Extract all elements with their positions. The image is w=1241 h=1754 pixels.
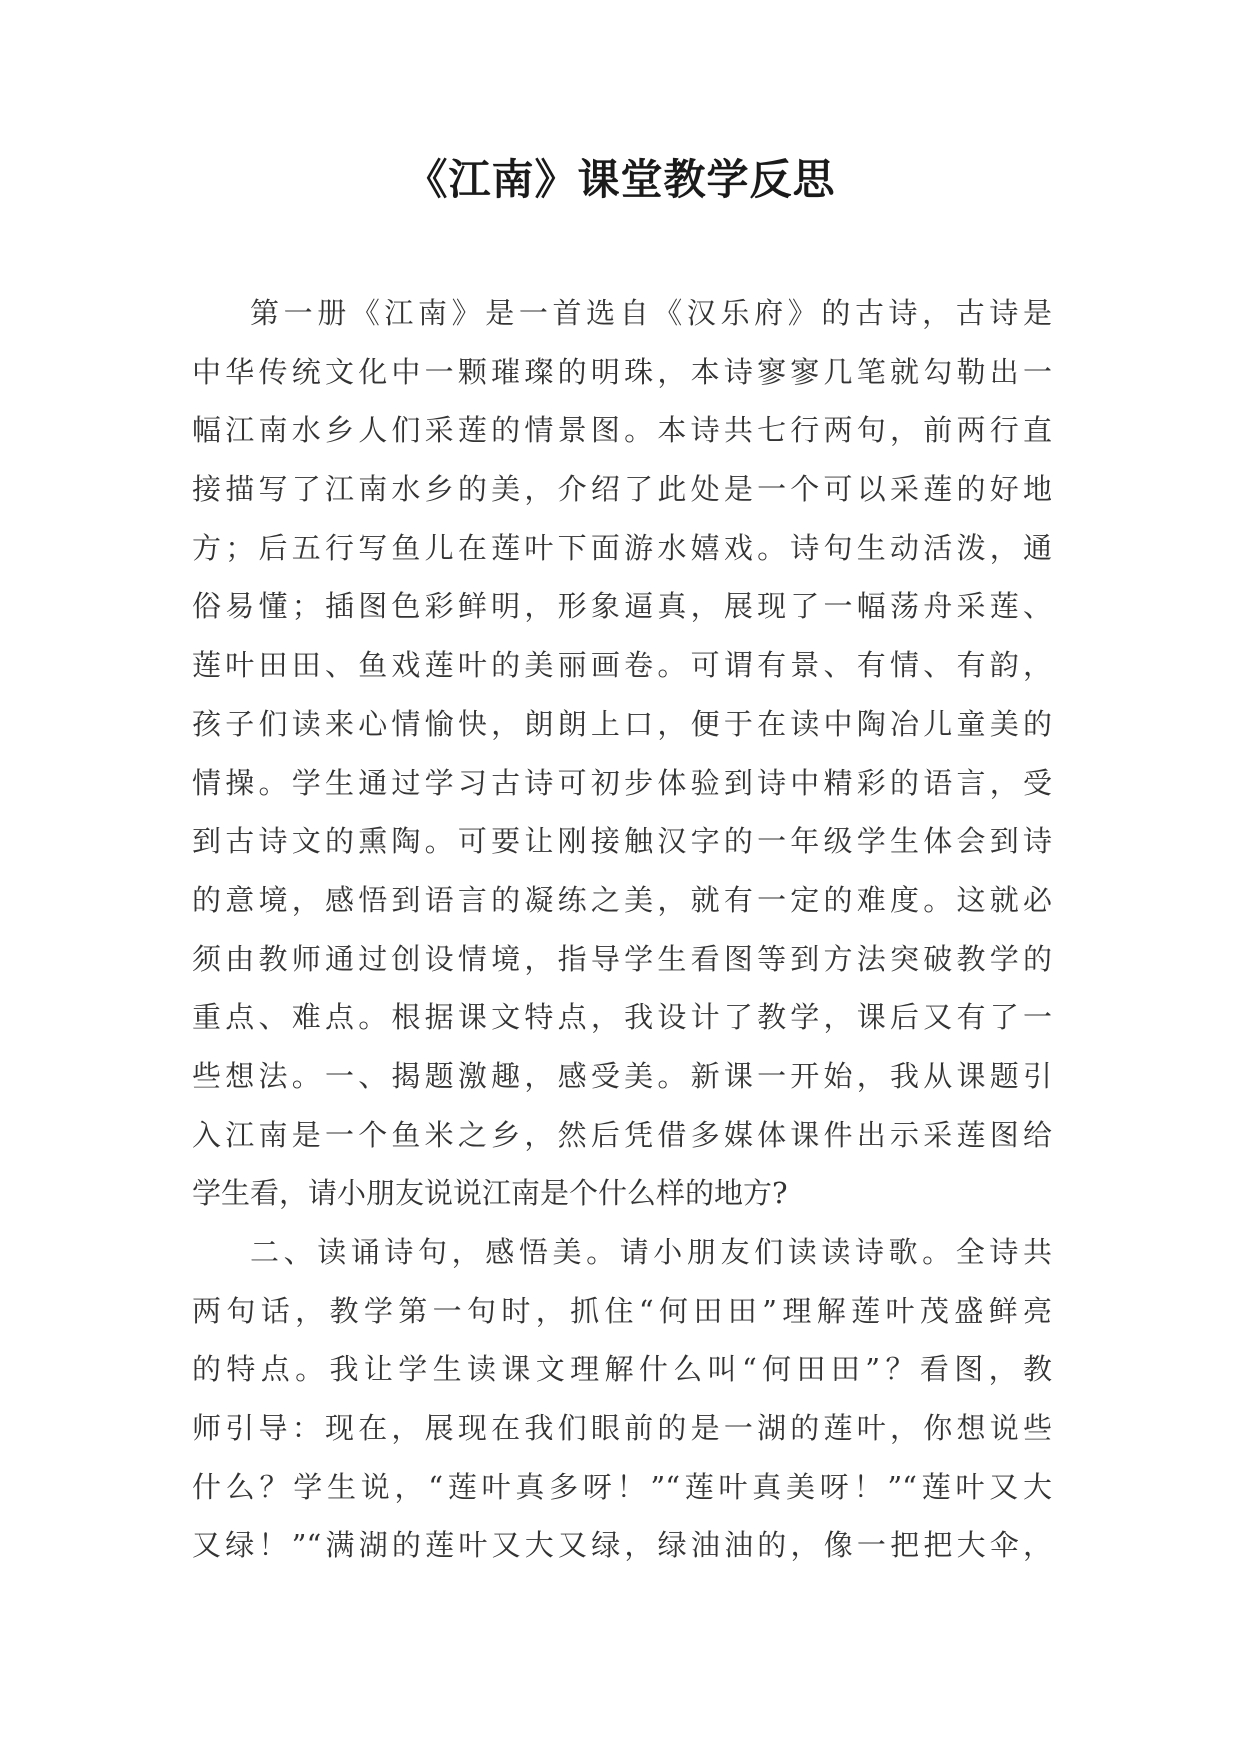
paragraph-line: 方；后五行写鱼儿在莲叶下面游水嬉戏。诗句生动活泼，通 (192, 530, 1052, 565)
paragraph-line: 俗易懂；插图色彩鲜明，形象逼真，展现了一幅荡舟采莲、 (192, 589, 1052, 624)
paragraph-line: 又绿！”“满湖的莲叶又大又绿，绿油油的，像一把把大伞， (192, 1528, 1052, 1563)
paragraph-line: 情操。学生通过学习古诗可初步体验到诗中精彩的语言，受 (192, 765, 1052, 800)
paragraph-line: 师引导：现在，展现在我们眼前的是一湖的莲叶，你想说些 (192, 1411, 1052, 1446)
paragraph-line: 接描写了江南水乡的美，介绍了此处是一个可以采莲的好地 (192, 472, 1052, 507)
paragraph-line: 重点、难点。根据课文特点，我设计了教学，课后又有了一 (192, 1000, 1052, 1035)
document-body (192, 284, 1052, 1575)
paragraph-line: 的特点。我让学生读课文理解什么叫“何田田”？看图，教 (192, 1352, 1052, 1387)
paragraph-line: 二、读诵诗句，感悟美。请小朋友们读读诗歌。全诗共 (250, 1235, 1052, 1269)
paragraph-line: 中华传统文化中一颗璀璨的明珠，本诗寥寥几笔就勾勒出一 (192, 354, 1052, 389)
paragraph-line: 到古诗文的熏陶。可要让刚接触汉字的一年级学生体会到诗 (192, 824, 1052, 859)
paragraph-line: 些想法。一、揭题激趣，感受美。新课一开始，我从课题引 (192, 1058, 1052, 1093)
paragraph-line: 的意境，感悟到语言的凝练之美，就有一定的难度。这就必 (192, 882, 1052, 917)
paragraph-line: 学生看，请小朋友说说江南是个什么样的地方? (192, 1176, 788, 1211)
paragraph-line: 须由教师通过创设情境，指导学生看图等到方法突破教学的 (192, 941, 1052, 976)
paragraph-line: 孩子们读来心情愉快，朗朗上口，便于在读中陶冶儿童美的 (192, 706, 1052, 741)
paragraph-line: 入江南是一个鱼米之乡，然后凭借多媒体课件出示采莲图给 (192, 1117, 1052, 1152)
document-title: 《江南》课堂教学反思 (405, 155, 836, 204)
paragraph-line: 第一册《江南》是一首选自《汉乐府》的古诗，古诗是 (250, 296, 1052, 330)
paragraph-line: 莲叶田田、鱼戏莲叶的美丽画卷。可谓有景、有情、有韵， (192, 648, 1052, 683)
paragraph-line: 两句话，教学第一句时，抓住“何田田”理解莲叶茂盛鲜亮 (192, 1293, 1052, 1328)
paragraph-line: 幅江南水乡人们采莲的情景图。本诗共七行两句，前两行直 (192, 413, 1052, 448)
paragraph-line: 什么？学生说，“莲叶真多呀！”“莲叶真美呀！”“莲叶又大 (192, 1469, 1052, 1504)
